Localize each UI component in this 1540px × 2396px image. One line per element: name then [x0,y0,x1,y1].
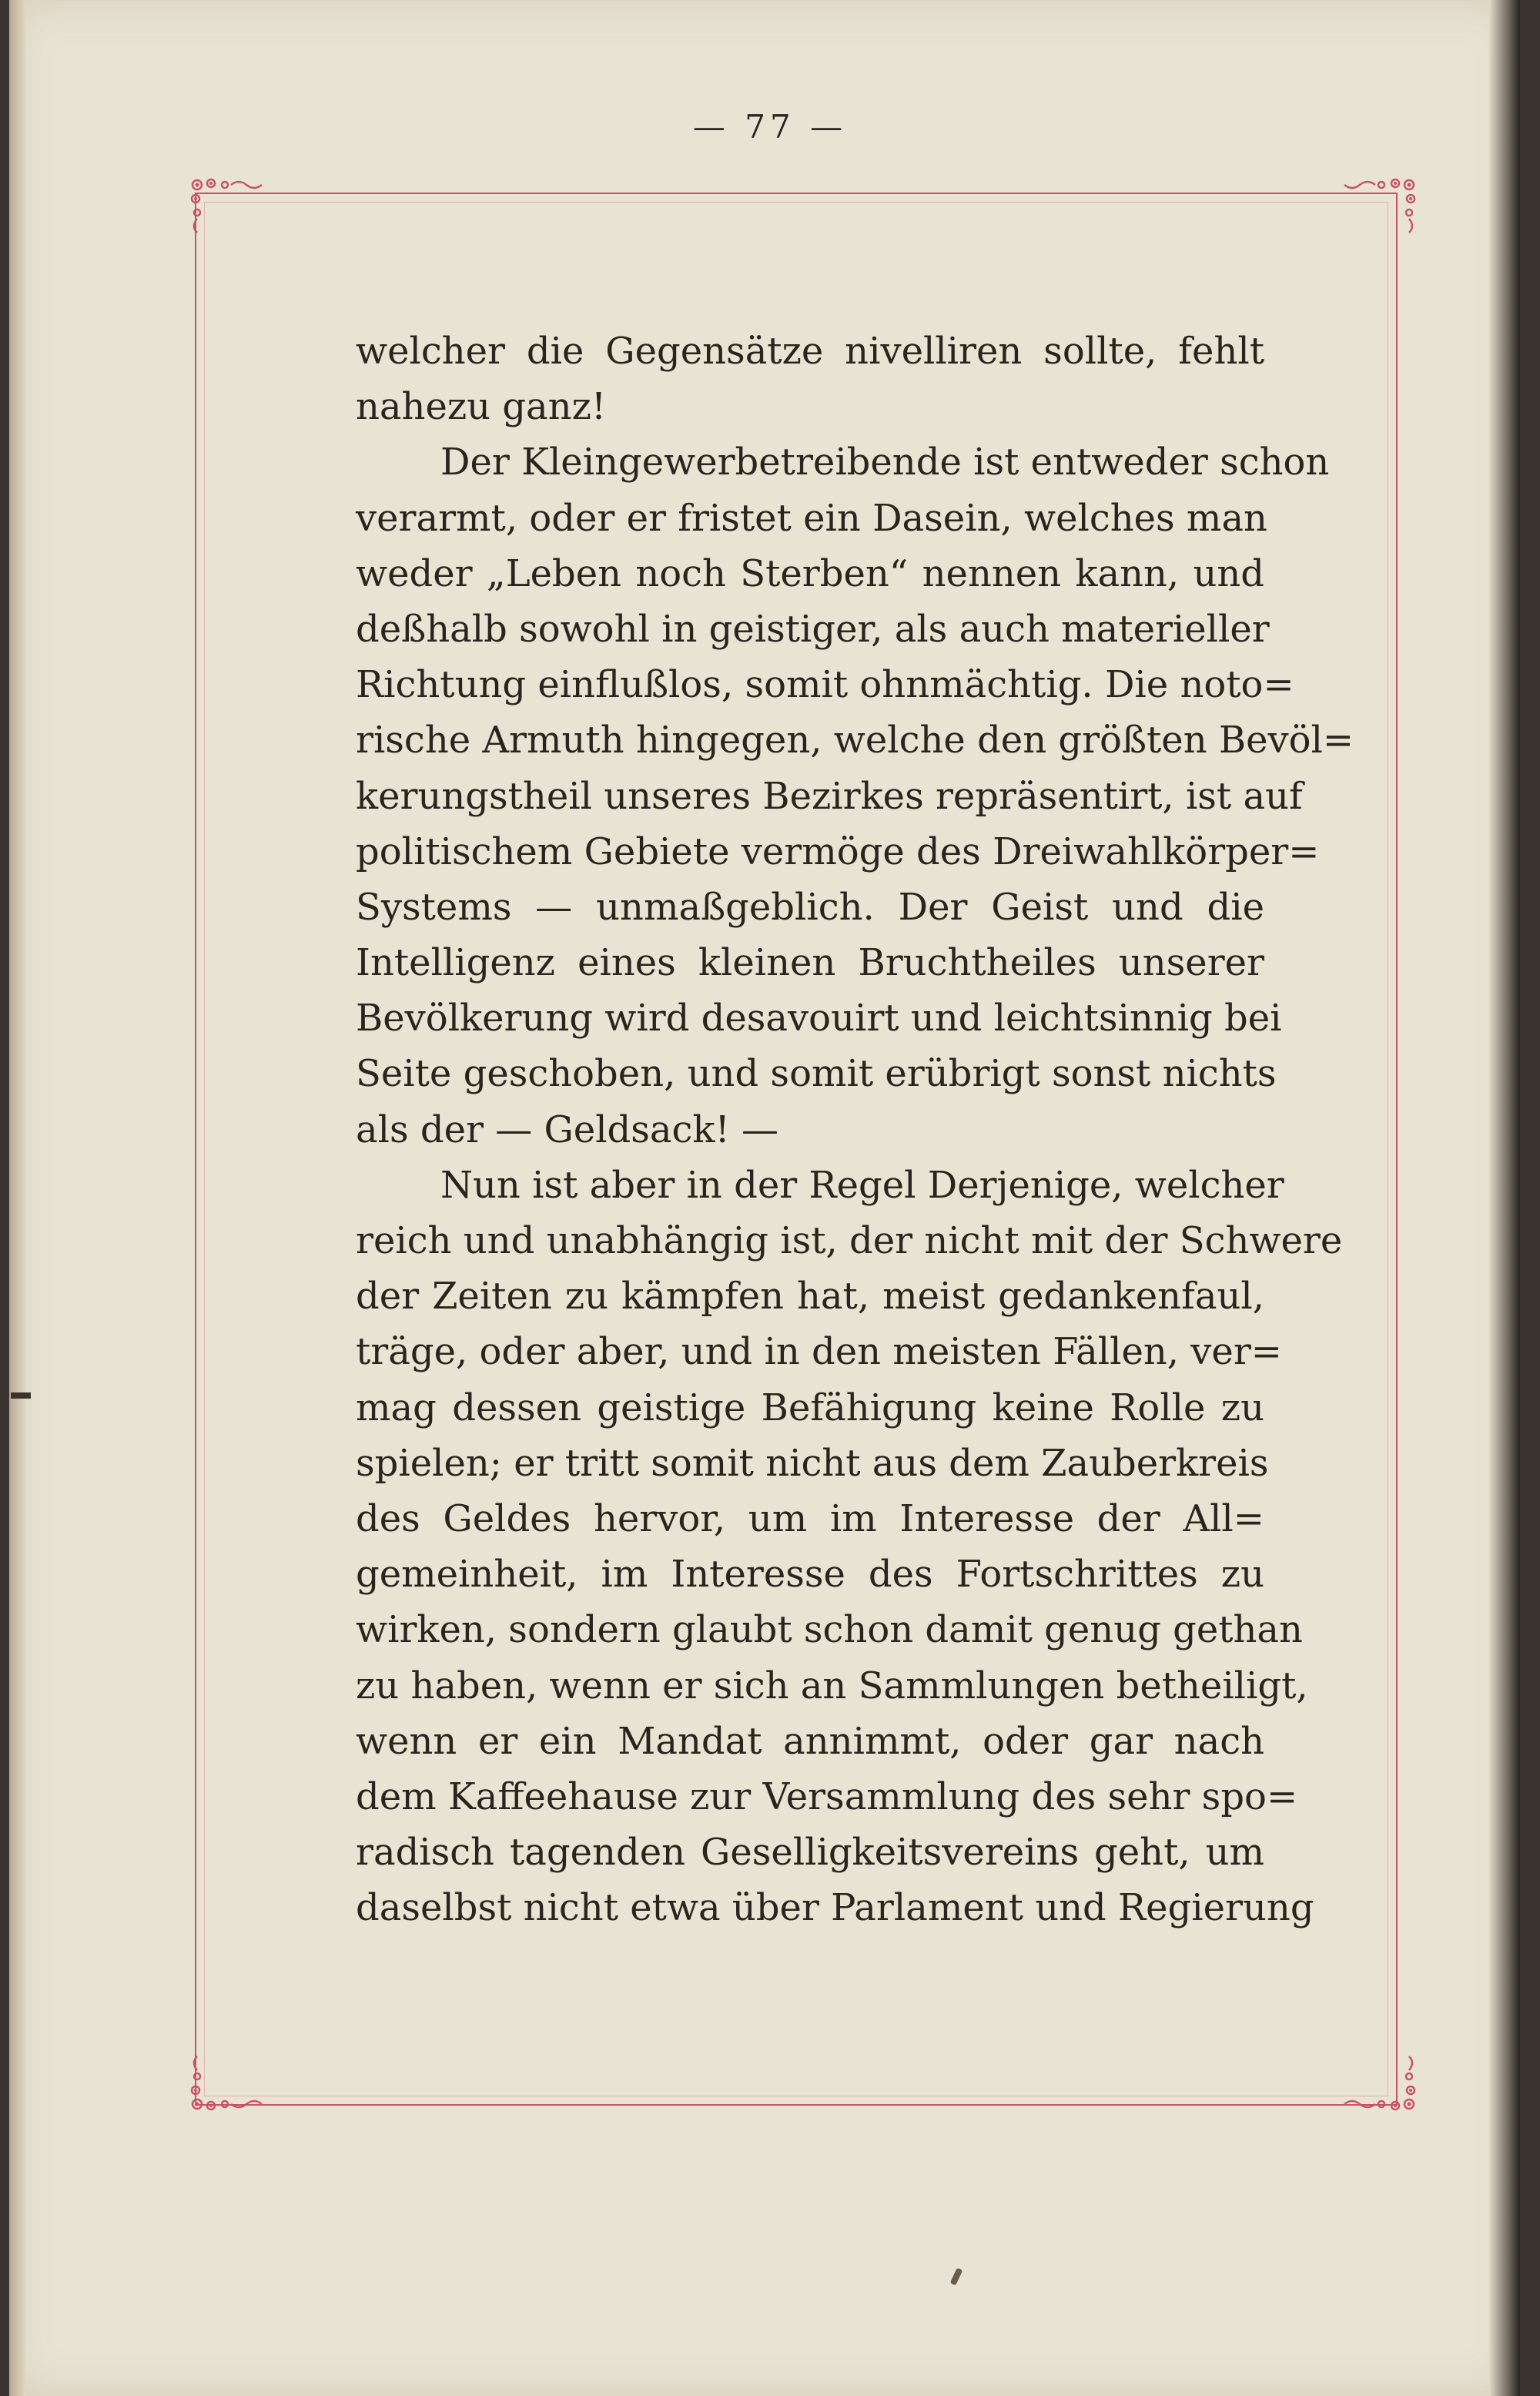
spine-shadow [9,0,26,2396]
text-line: mag dessen geistige Befähigung keine Rolle zu [356,1386,1264,1429]
text-line: daselbst nicht etwa über Parlament und Regierung [356,1886,1314,1930]
text-line: Bevölkerung wird desavouirt und leichtsinnig bei [356,997,1282,1041]
text-line: zu haben, wenn er sich an Sammlungen betheiligt, [356,1664,1308,1707]
text-line: verarmt, oder er fristet ein Dasein, welches man [356,496,1267,540]
binding-mark [11,1392,31,1399]
text-line: Intelligenz eines kleinen Bruchtheiles unserer [356,941,1264,985]
text-line: radisch tagenden Geselligkeitsvereins geht, um [356,1831,1264,1875]
page-edge-shadow [1489,0,1520,2396]
text-line: politischem Gebiete vermöge des Dreiwahlkörper= [356,829,1320,873]
text-line: weder „Leben noch Sterben“ nennen kann, und [356,551,1264,595]
text-line: der Zeiten zu kämpfen hat, meist gedankenfaul, [356,1275,1264,1319]
text-line: des Geldes hervor, um im Interesse der All= [356,1496,1264,1540]
text-line: Systems — unmaßgeblich. Der Geist und die [356,885,1264,929]
text-line: wenn er ein Mandat annimmt, oder gar nach [356,1719,1264,1763]
text-line: als der — Geldsack! — [356,1108,779,1151]
text-line: reich und unabhängig ist, der nicht mit der Schwere [356,1219,1343,1262]
text-line: Der Kleingewerbetreibende ist entweder schon [440,441,1330,484]
text-line: welcher die Gegensätze nivelliren sollte, fehlt [356,330,1264,373]
text-line: spielen; er tritt somit nicht aus dem Zauberkreis [356,1441,1269,1485]
text-line: deßhalb sowohl in geistiger, als auch materieller [356,607,1270,651]
body-text [356,323,1354,1935]
text-line: dem Kaffeehause zur Versammlung des sehr spo= [356,1774,1298,1818]
text-line: kerungstheil unseres Bezirkes repräsentirt, ist auf [356,774,1303,818]
text-line: träge, oder aber, und in den meisten Fällen, ver= [356,1330,1282,1374]
text-line: Richtung einflußlos, somit ohnmächtig. Die noto= [356,663,1294,707]
text-line: Nun ist aber in der Regel Derjenige, welcher [440,1163,1284,1207]
text-line: nahezu ganz! [356,385,607,429]
corner-ornament-icon [183,171,268,240]
corner-ornament-icon [1338,171,1423,240]
text-line: rische Armuth hingegen, welche den größten Bevöl= [356,719,1354,762]
corner-ornament-icon [1338,2049,1423,2118]
corner-ornament-icon [183,2049,268,2118]
text-line: wirken, sondern glaubt schon damit genug gethan [356,1608,1303,1652]
page-number: — 77 — [692,108,848,146]
text-line: gemeinheit, im Interesse des Fortschrittes zu [356,1553,1264,1597]
text-line: Seite geschoben, und somit erübrigt sonst nichts [356,1052,1277,1096]
